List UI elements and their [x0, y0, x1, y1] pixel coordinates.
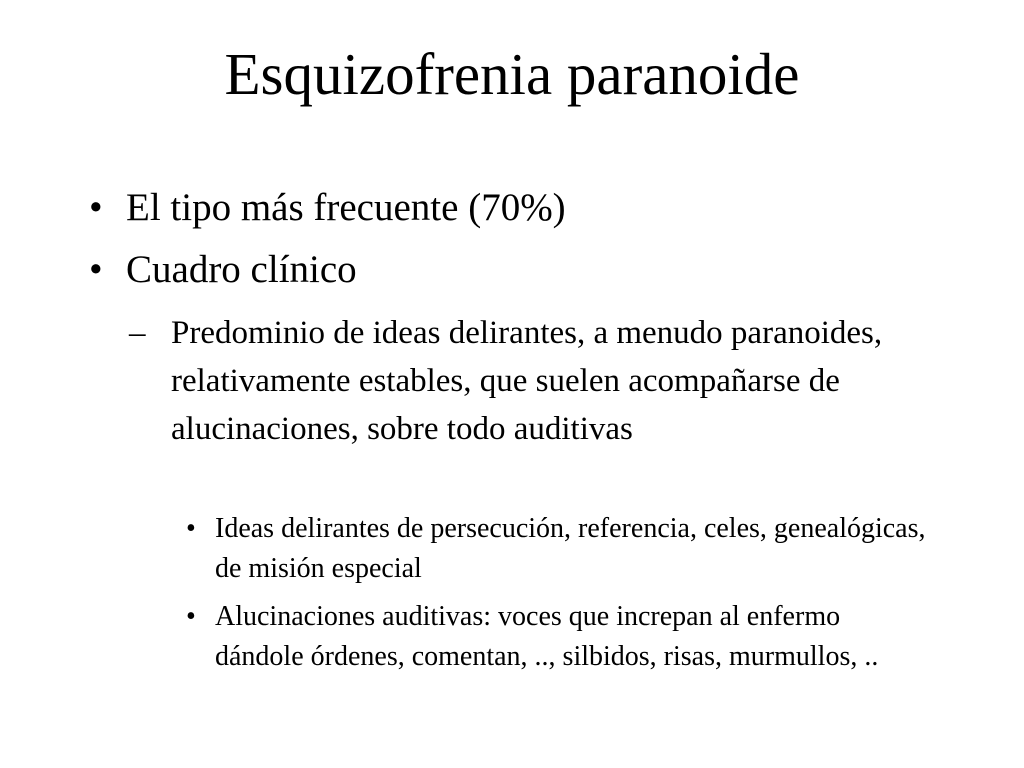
sub-bullet-item [129, 309, 949, 453]
sub-sub-bullet-item [186, 509, 926, 589]
sub-sub-bullet-text: Alucinaciones auditivas: voces que increpan al enfermo dándole órdenes, comentan, .., silbidos, risas, murmullos, .. [215, 601, 879, 672]
bullet-marker: • [186, 513, 196, 544]
bullet-marker: • [186, 601, 196, 632]
dash-marker: – [129, 315, 146, 351]
sub-sub-bullet-item [186, 597, 926, 677]
sub-sub-bullet-text: Ideas delirantes de persecución, referencia, celes, genealógicas, de misión especial [215, 513, 926, 584]
bullet-marker: • [89, 186, 103, 229]
bullet-marker: • [89, 248, 103, 291]
slide-title: Esquizofrenia paranoide [224, 41, 800, 107]
bullet-text: Cuadro clínico [126, 248, 357, 291]
sub-bullet-text: Predominio de ideas delirantes, a menudo paranoides, relativamente estables, que suelen acompañarse de alucinaciones, sobre todo auditivas [171, 315, 883, 447]
bullet-text: El tipo más frecuente (70%) [126, 186, 566, 229]
